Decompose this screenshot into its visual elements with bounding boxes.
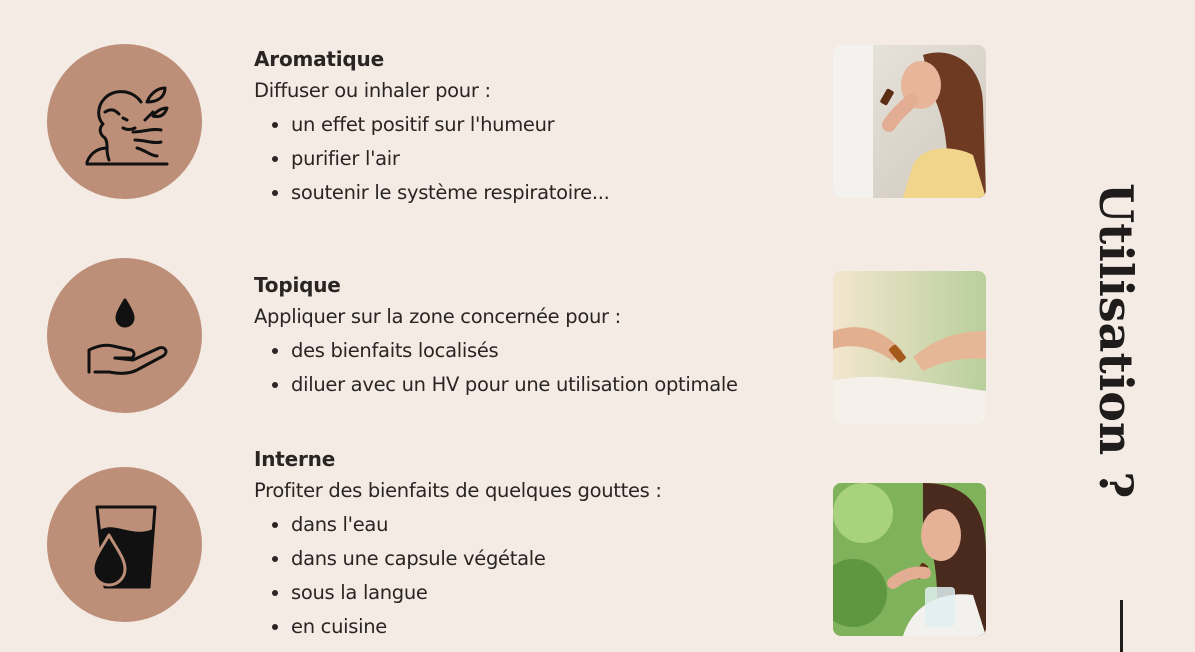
woman-smelling-oil-photo [833, 45, 986, 198]
decorative-divider [1120, 600, 1123, 652]
list-item: • un effet positif sur l'humeur [291, 108, 814, 142]
section-text [254, 444, 814, 644]
list-item: • en cuisine [291, 610, 814, 644]
bullet-list [254, 334, 814, 402]
section-intro: Profiter des bienfaits de quelques gouttes : [254, 479, 662, 502]
list-item: • dans l'eau [291, 508, 814, 542]
aromatherapy-face-icon [47, 44, 202, 199]
list-item: • des bienfaits localisés [291, 334, 814, 368]
list-item: • dans une capsule végétale [291, 542, 814, 576]
section-title: Topique [254, 273, 341, 297]
section-intro: Diffuser ou inhaler pour : [254, 79, 491, 102]
page-title: Utilisation ? [1089, 183, 1143, 499]
section-text [254, 44, 814, 210]
section-title: Interne [254, 447, 336, 471]
section-title: Aromatique [254, 47, 384, 71]
list-item: • soutenir le système respiratoire... [291, 176, 814, 210]
wrist-application-photo [833, 271, 986, 424]
list-item: • diluer avec un HV pour une utilisation optimale [291, 368, 814, 402]
bullet-list [254, 508, 814, 644]
section-text [254, 270, 814, 402]
bullet-list [254, 108, 814, 210]
hand-drop-icon [47, 258, 202, 413]
glass-drop-icon [47, 467, 202, 622]
woman-dropping-oil-in-water-photo [833, 483, 986, 636]
list-item: • purifier l'air [291, 142, 814, 176]
list-item: • sous la langue [291, 576, 814, 610]
section-intro: Appliquer sur la zone concernée pour : [254, 305, 621, 328]
